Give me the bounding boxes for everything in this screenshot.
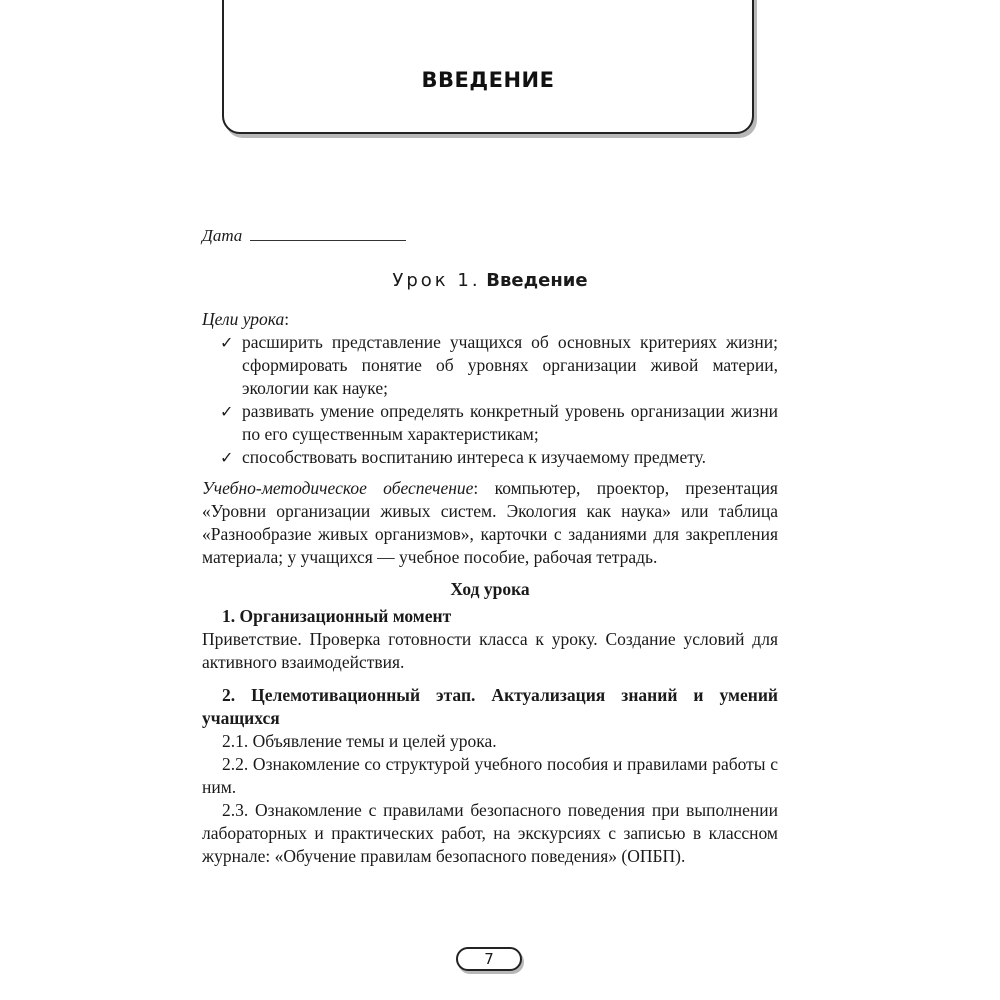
goal-item — [220, 331, 778, 400]
section1-text: Приветствие. Проверка готовности класса к уроку. Создание условий для активного взаимодействия. — [202, 629, 778, 672]
goal-item — [220, 400, 778, 446]
materials-paragraph: Учебно-методическое обеспечение: компьютер, проектор, презентация «Уровни организации живых систем. Экология как наука» или таблица «Разнообразие живых организмов», карточки с заданиями для закрепления материала; у учащихся — учебное пособие, рабочая тетрадь. — [202, 478, 778, 567]
goal-text: способствовать воспитанию интереса к изучаемому предмету. — [242, 447, 707, 467]
chapter-title: ВВЕДЕНИЕ — [421, 68, 555, 92]
goal-text: расширить представление учащихся об основных критериях жизни; сформировать понятие об уровнях организации живой материи, экологии как науке; — [242, 332, 778, 398]
checkmark-icon: ✓ — [220, 448, 234, 467]
page-content — [202, 308, 778, 868]
goals-label: Цели урока — [202, 309, 285, 329]
lesson-number: Урок 1. — [392, 270, 481, 291]
section1-heading: 1. Организационный момент — [222, 606, 452, 626]
section2-item: 2.1. Объявление темы и целей урока. — [222, 731, 497, 751]
date-blank-line — [250, 226, 406, 241]
course-title: Ход урока — [450, 579, 530, 599]
checkmark-icon: ✓ — [220, 402, 234, 421]
section2-heading: 2. Целемотивационный этап. Актуализация знаний и умений учащихся — [202, 685, 778, 728]
checkmark-icon: ✓ — [220, 333, 234, 352]
date-line — [202, 226, 406, 246]
goals-list — [202, 331, 778, 469]
lesson-name: Введение — [486, 270, 588, 291]
goals-label-line: Цели урока: — [202, 309, 290, 329]
section2-item: 2.2. Ознакомление со структурой учебного пособия и правилами работы с ним. — [202, 754, 778, 797]
goal-text: развивать умение определять конкретный уровень организации жизни по его существенным характеристикам; — [242, 401, 778, 444]
lesson-title — [202, 270, 778, 291]
page-number: 7 — [456, 947, 522, 971]
section2-item: 2.3. Ознакомление с правилами безопасного поведения при выполнении лабораторных и практических работ, на экскурсиях с записью в классном журнале: «Обучение правилам безопасного поведения» (ОПБП). — [202, 800, 778, 866]
goal-item — [220, 446, 778, 469]
materials-text: компьютер, проектор, презентация «Уровни организации живых систем. Экология как наука» или таблица «Разнообразие живых организмов», карточки с заданиями для закрепления материала; у учащихся — учебное пособие, рабочая тетрадь. — [202, 478, 778, 567]
date-label: Дата — [202, 226, 243, 245]
chapter-header-box — [222, 0, 754, 134]
materials-label: Учебно-методическое обеспечение — [202, 478, 474, 498]
